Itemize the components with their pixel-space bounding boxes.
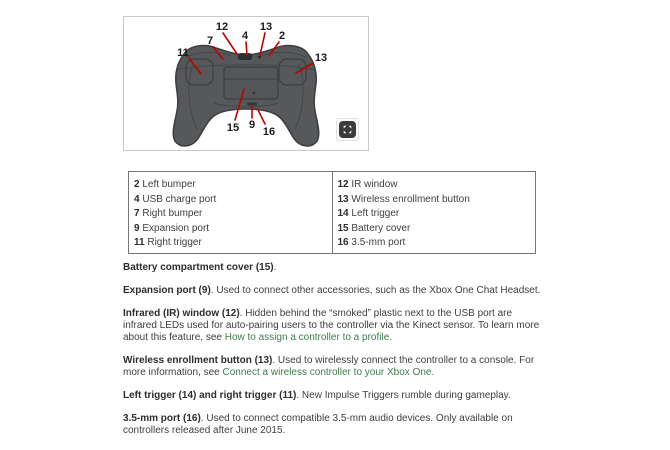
battery-cover-dot <box>253 92 256 95</box>
battery-cover <box>224 67 278 99</box>
part-item: 16 3.5-mm port <box>337 237 406 249</box>
inline-link[interactable]: Connect a wireless controller to your Xbox One. <box>222 367 435 378</box>
description-paragraph <box>123 285 547 297</box>
part-name-bold: Left trigger (14) and right trigger (11) <box>123 390 297 401</box>
callout-number: 15 <box>226 122 240 134</box>
description-paragraph <box>123 413 547 437</box>
expand-button-container <box>336 118 359 141</box>
part-item: 9 Expansion port <box>134 222 210 234</box>
controller-diagram-figure <box>123 16 369 151</box>
part-item: 2 Left bumper <box>134 179 196 190</box>
part-item: 7 Right bumper <box>134 208 203 220</box>
expand-image-button[interactable] <box>339 121 356 138</box>
callout-number: 9 <box>248 119 256 131</box>
callout-number: 11 <box>177 47 189 59</box>
description-paragraph <box>123 308 547 344</box>
description-text: . New Impulse Triggers rumble during gameplay. <box>296 390 511 401</box>
part-name-bold: Infrared (IR) window (12) <box>123 308 240 319</box>
part-item: 11 Right trigger <box>134 237 202 249</box>
parts-table-left-column <box>129 172 332 253</box>
controller-back-diagram <box>124 17 368 150</box>
part-item: 15 Battery cover <box>337 222 411 234</box>
callout-number: 13 <box>259 21 273 33</box>
part-name-bold: Battery compartment cover (15) <box>123 262 274 273</box>
description-paragraph <box>123 262 547 274</box>
part-name-bold: 3.5-mm port (16) <box>123 413 201 424</box>
description-text: . Used to connect other accessories, such as the Xbox One Chat Headset. <box>210 285 541 296</box>
description-text: . Used to wirelessly connect the controller to a console. For more information, see <box>123 355 535 378</box>
part-item: 14 Left trigger <box>337 208 400 220</box>
expand-icon <box>342 124 353 135</box>
callout-number: 13 <box>314 52 328 64</box>
description-text: . <box>273 262 277 273</box>
description-paragraph <box>123 390 547 402</box>
enrollment-button-dot <box>258 55 261 58</box>
part-name-bold: Wireless enrollment button (13) <box>123 355 273 366</box>
callout-number: 4 <box>241 30 249 42</box>
description-text: . Hidden behind the “smoked” plastic next to the USB port are infrared LEDs used for auto-pairing users to the controller via the Kinect sensor. To learn more about this feature, see <box>123 308 540 343</box>
callout-line <box>246 42 247 55</box>
descriptions <box>123 262 547 448</box>
description-text: . Used to connect compatible 3.5-mm audio devices. Only available on controllers released after June 2015. <box>123 413 513 436</box>
parts-table-right-column <box>332 172 536 253</box>
part-item: 4 USB charge port <box>134 193 217 205</box>
description-paragraph <box>123 355 547 379</box>
inline-link[interactable]: How to assign a controller to a profile. <box>224 332 393 343</box>
callout-number: 16 <box>262 126 276 138</box>
part-item: 13 Wireless enrollment button <box>337 193 470 205</box>
callout-number: 2 <box>278 30 286 42</box>
callout-line <box>258 110 265 124</box>
part-item: 12 IR window <box>337 179 398 190</box>
expansion-port-dash <box>247 103 257 106</box>
usb-port <box>239 54 252 60</box>
callout-number: 12 <box>215 21 229 33</box>
parts-table <box>128 171 536 254</box>
part-name-bold: Expansion port (9) <box>123 285 211 296</box>
callout-number: 7 <box>206 35 214 47</box>
